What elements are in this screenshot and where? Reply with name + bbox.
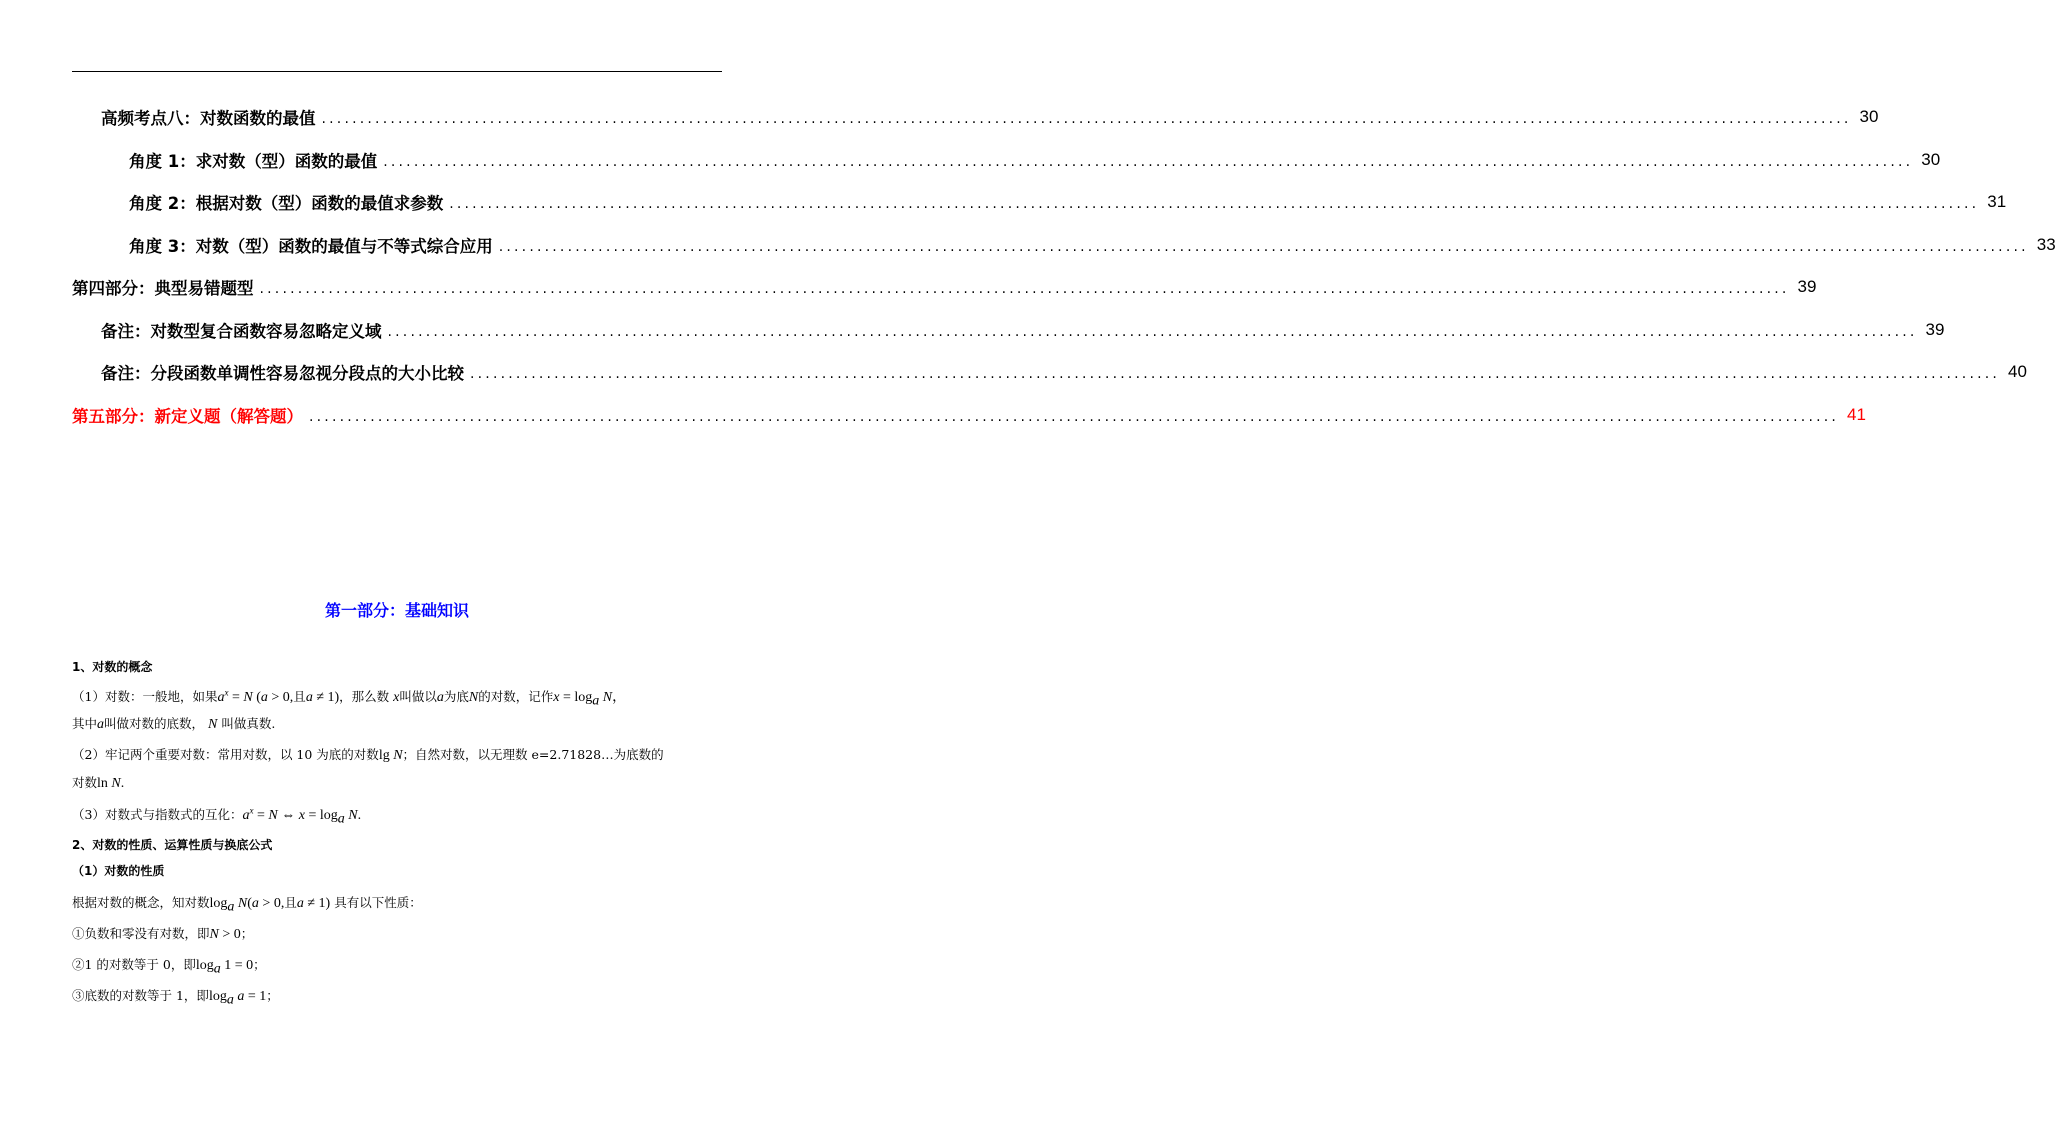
toc-entry-label: 高频考点八：对数函数的最值 [101,109,316,128]
paragraph-important-logs-2: 对数ln N. [72,775,125,791]
toc-leader-dots: ........................................................................................................................................................................................................ [383,153,1914,170]
paragraph-log-definition-2: 其中a叫做对数的底数， N 叫做真数. [72,716,276,732]
section-title: 第一部分：基础知识 [324,601,469,620]
toc-entry[interactable] [129,143,1941,177]
property-2: ②1 的对数等于 0，即$\log_a 1 = 0$； [72,957,266,977]
paragraph-log-definition: （1）对数：一般地，如果$a^x = N$ (a > 0,且a ≠ 1)，那么数 x叫做以a为底N的对数，记作$x = \log_a N$， [72,687,627,709]
property-3: ③底数的对数等于 1，即$\log_a a = 1$； [72,988,279,1008]
heading-log-concept: 1、对数的概念 [72,660,153,674]
paragraph-log-nature-intro: 根据对数的概念，知对数$\log_a N(a > 0$,且a ≠ 1) 具有以下性质： [72,895,422,915]
toc-entry[interactable] [129,228,2056,262]
header-rule [72,71,722,72]
toc-entry-page: 30 [1859,107,1879,126]
toc-entry-page: 39 [1797,277,1817,296]
toc-entry-label: 角度 3：对数（型）函数的最值与不等式综合应用 [129,236,493,256]
toc-entry-label: 角度 1：求对数（型）函数的最值 [129,151,378,171]
heading-log-nature: （1）对数的性质 [72,864,165,878]
toc-leader-dots: ........................................................................................................................................................................................................ [309,408,1840,425]
toc-entry[interactable] [101,355,2027,389]
toc-entry-label: 备注：分段函数单调性容易忽视分段点的大小比较 [101,364,464,383]
paragraph-log-exp-conversion: （3）对数式与指数式的互化：$a^x = N$ ⇔ $x = \log_a N$. [72,805,362,827]
toc-entry-page: 41 [1847,404,1866,424]
toc-entry-page: 31 [1987,192,2007,211]
toc-entry-page: 39 [1925,319,1945,339]
toc-entry-page: 30 [1921,149,1941,169]
toc-entry-label: 备注：对数型复合函数容易忽略定义域 [101,321,382,341]
toc-leader-dots: ........................................................................................................................................................................................................ [470,366,2001,382]
toc-entry-label: 第五部分：新定义题（解答题） [72,406,303,426]
toc-leader-dots: ........................................................................................................................................................................................................ [259,281,1790,297]
toc-entry-label: 第四部分：典型易错题型 [72,279,254,298]
property-1: ①负数和零没有对数，即N > 0； [72,926,254,942]
toc-entry[interactable] [129,185,2007,219]
toc-leader-dots: ........................................................................................................................................................................................................ [449,196,1980,212]
toc-entry-label: 角度 2：根据对数（型）函数的最值求参数 [129,194,444,213]
paragraph-important-logs: （2）牢记两个重要对数：常用对数，以 10 为底的对数lg N；自然对数，以无理数 e=2.71828…为底数的 [72,747,664,763]
heading-log-properties: 2、对数的性质、运算性质与换底公式 [72,838,273,852]
toc-entry[interactable] [72,398,1866,432]
toc-entry[interactable] [101,100,1879,134]
toc-entry-page: 40 [2008,362,2027,381]
toc-entry[interactable] [101,313,1945,347]
toc-entry-page: 33 [2036,234,2056,254]
toc-leader-dots: ........................................................................................................................................................................................................ [498,238,2029,255]
toc-leader-dots: ........................................................................................................................................................................................................ [321,111,1852,127]
toc-entry[interactable] [72,270,1817,304]
toc-leader-dots: ........................................................................................................................................................................................................ [387,323,1918,340]
